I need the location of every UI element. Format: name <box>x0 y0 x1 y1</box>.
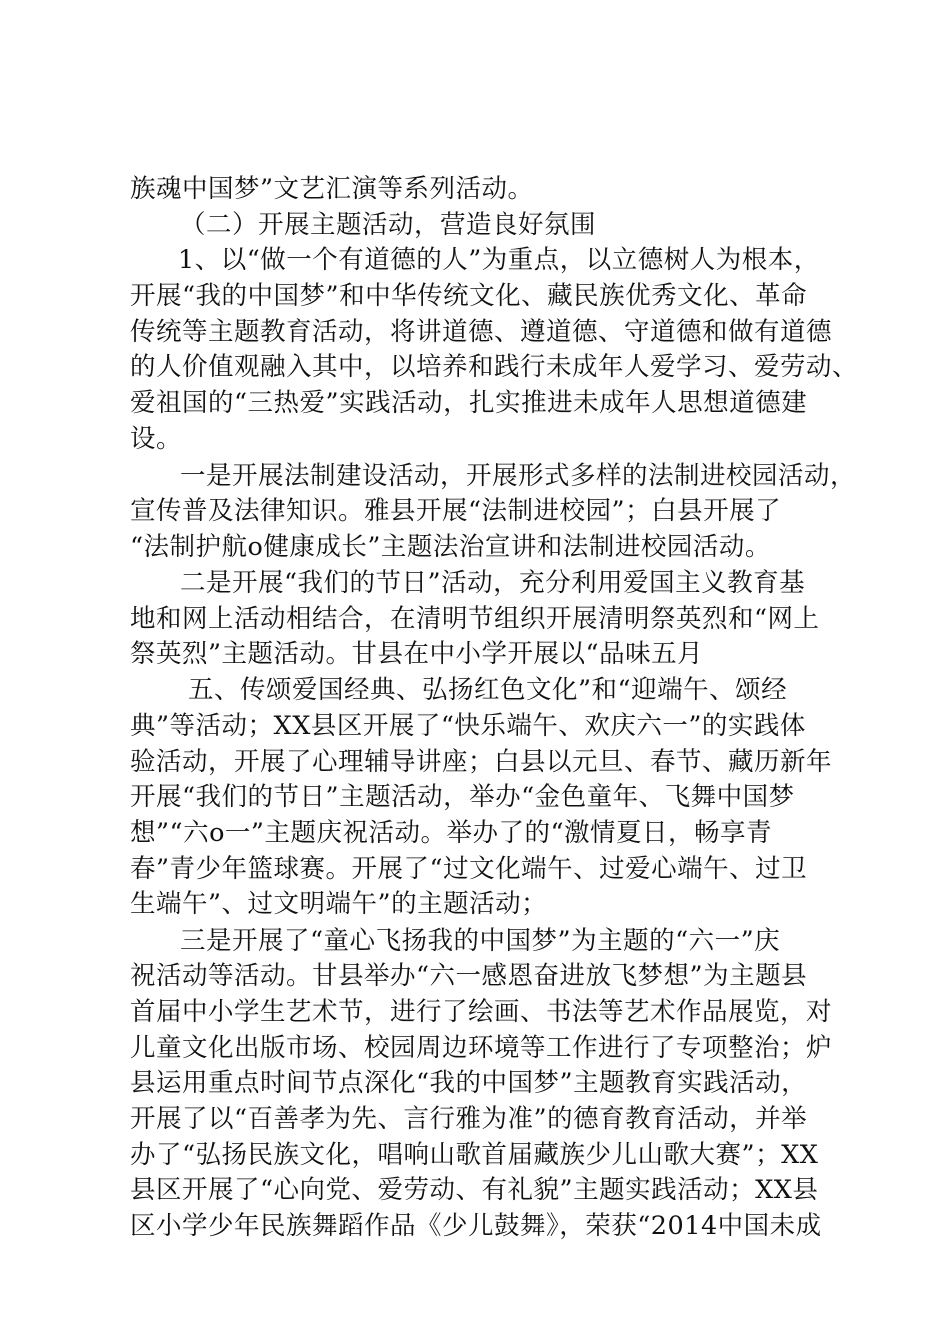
paragraph-line: 首届中小学生艺术节，进行了绘画、书法等艺术作品展览，对 <box>130 997 833 1027</box>
paragraph-line: 1、以“做一个有道德的人”为重点，以立德树人为根本， <box>178 245 820 275</box>
paragraph-line: 宣传普及法律知识。雅县开展“法制进校园”；白县开展了 <box>130 496 782 526</box>
paragraph-line: 办了“弘扬民族文化，唱响山歌首届藏族少儿山歌大赛”；XX <box>130 1140 819 1170</box>
paragraph-line: 五、传颂爱国经典、弘扬红色文化”和“迎端午、颂经 <box>188 675 788 705</box>
paragraph-line: 想”“六o一”主题庆祝活动。举办了的“激情夏日，畅享青 <box>130 818 772 848</box>
paragraph-line: 区小学少年民族舞蹈作品《少儿鼓舞》，荣获“2014中国未成 <box>130 1211 822 1241</box>
paragraph-line: 开展“我们的节日”主题活动，举办“金色童年、飞舞中国梦 <box>130 782 795 812</box>
paragraph-line: 祭英烈”主题活动。甘县在中小学开展以“品味五月 <box>130 639 704 669</box>
paragraph-line: 三是开展了“童心飞扬我的中国梦”为主题的“六一”庆 <box>180 926 781 956</box>
paragraph-line: 春”青少年篮球赛。开展了“过文化端午、过爱心端午、过卫 <box>130 854 808 884</box>
paragraph-line: 传统等主题教育活动，将讲道德、遵道德、守道德和做有道德 <box>130 317 833 347</box>
paragraph-line: 儿童文化出版市场、校园周边环境等工作进行了专项整治；炉 <box>130 1033 833 1063</box>
paragraph-line: 生端午”、过文明端午”的主题活动； <box>130 889 548 919</box>
paragraph-line: 二是开展“我们的节日”活动，充分利用爱国主义教育基 <box>180 568 806 598</box>
paragraph-line: 开展了以“百善孝为先、言行雅为准”的德育教育活动，并举 <box>130 1104 808 1134</box>
paragraph-line: 地和网上活动相结合，在清明节组织开展清明祭英烈和“网上 <box>130 604 820 634</box>
paragraph-line: 典”等活动；XX县区开展了“快乐端午、欢庆六一”的实践体 <box>130 711 806 741</box>
paragraph-line: “法制护航o健康成长”主题法治宣讲和法制进校园活动。 <box>130 532 771 562</box>
paragraph-line: 县运用重点时间节点深化“我的中国梦”主题教育实践活动， <box>130 1068 808 1098</box>
paragraph-line: 设。 <box>130 424 183 454</box>
paragraph-line: 县区开展了“心向党、爱劳动、有礼貌”主题实践活动；XX县 <box>130 1175 819 1205</box>
paragraph-line: 祝活动等活动。甘县举办“六一感恩奋进放飞梦想”为主题县 <box>130 961 808 991</box>
paragraph-line: 验活动，开展了心理辅导讲座；白县以元旦、春节、藏历新年 <box>130 747 833 777</box>
paragraph-line: 的人价值观融入其中，以培养和践行未成年人爱学习、爱劳动、 <box>130 352 859 382</box>
paragraph-line: 开展“我的中国梦”和中华传统文化、藏民族优秀文化、革命 <box>130 281 808 311</box>
paragraph-line: 一是开展法制建设活动，开展形式多样的法制进校园活动， <box>180 461 857 491</box>
section-heading: （二）开展主题活动，营造良好氛围 <box>180 210 597 240</box>
paragraph-line: 族魂中国梦”文艺汇演等系列活动。 <box>130 174 534 204</box>
paragraph-line: 爱祖国的“三热爱”实践活动，扎实推进未成年人思想道德建 <box>130 388 808 418</box>
